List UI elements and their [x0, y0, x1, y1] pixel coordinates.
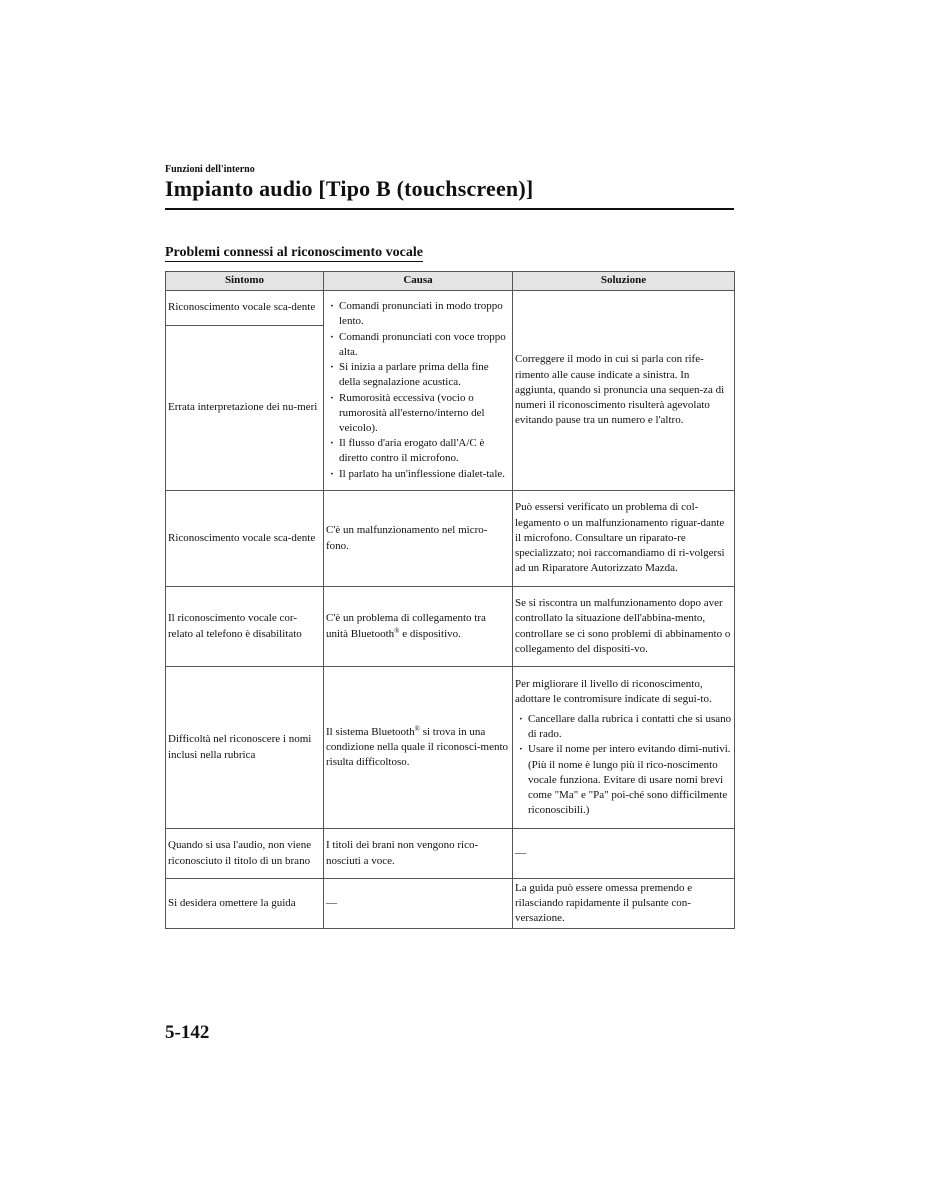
symptom-cell: Riconoscimento vocale sca-dente	[166, 291, 324, 326]
solution-cell: Può essersi verificato un problema di col-legamento o un malfunzionamento riguar-dante il microfono. Consultare un riparato-re specializzato; noi raccomandiamo di ri-volgersi ad un Riparatore Autorizzato Mazda.	[513, 491, 735, 587]
list-item: · Rumorosità eccessiva (vocio o rumorosità all'esterno/interno del veicolo).	[326, 391, 510, 437]
title-divider	[165, 208, 734, 210]
page-title: Impianto audio [Tipo B (touchscreen)]	[165, 176, 534, 201]
cause-text: C'è un problema di collegamento tra unità Bluetooth	[326, 612, 486, 640]
symptom-cell: Riconoscimento vocale sca-dente	[166, 491, 324, 587]
solution-cell	[513, 667, 735, 829]
cause-cell: C'è un malfunzionamento nel micro-fono.	[324, 491, 513, 587]
cause-list	[326, 299, 510, 481]
solution-list	[515, 712, 732, 818]
cause-cell: —	[324, 879, 513, 929]
symptom-cell: Errata interpretazione dei nu-meri	[166, 326, 324, 491]
cause-cell: I titoli dei brani non vengono rico-nosciuti a voce.	[324, 829, 513, 879]
solution-cell: —	[513, 829, 735, 879]
table-row	[166, 829, 735, 879]
symptom-cell: Difficoltà nel riconoscere i nomi inclusi nella rubrica	[166, 667, 324, 829]
table-header-row	[166, 272, 735, 291]
list-item: · Usare il nome per intero evitando dimi-nutivi. (Più il nome è lungo più il rico-noscimento vocale funziona. Evitare di usare nomi brevi come "Ma" e "Pa" poi-ché sono difficilmente riconoscibili.)	[515, 742, 732, 818]
symptom-cell: Quando si usa l'audio, non viene riconosciuto il titolo di un brano	[166, 829, 324, 879]
table-heading: Problemi connessi al riconoscimento vocale	[165, 245, 423, 260]
list-item: · Cancellare dalla rubrica i contatti che si usano di rado.	[515, 712, 732, 742]
list-item: · Si inizia a parlare prima della fine della segnalazione acustica.	[326, 360, 510, 390]
list-item: · Il parlato ha un'inflessione dialet-tale.	[326, 467, 510, 482]
list-item: · Il flusso d'aria erogato dall'A/C è diretto contro il microfono.	[326, 436, 510, 466]
section-label: Funzioni dell'interno	[165, 164, 255, 175]
table-row	[166, 667, 735, 829]
table-row	[166, 491, 735, 587]
list-item: · Comandi pronunciati in modo troppo lento.	[326, 299, 510, 329]
cause-text-end: e dispositivo.	[399, 627, 461, 640]
cause-cell	[324, 291, 513, 491]
list-item: · Comandi pronunciati con voce troppo alta.	[326, 330, 510, 360]
troubleshooting-table	[165, 271, 735, 929]
table-row	[166, 879, 735, 929]
solution-intro: Per migliorare il livello di riconoscimento, adottare le contromisure indicate di segui-to.	[515, 677, 712, 705]
solution-cell: La guida può essere omessa premendo e rilasciando rapidamente il pulsante con-versazione.	[513, 879, 735, 929]
page-number: 5-142	[165, 1022, 210, 1043]
column-header-soluzione: Soluzione	[513, 272, 735, 291]
cause-text: Il sistema Bluetooth	[326, 725, 415, 738]
column-header-causa: Causa	[324, 272, 513, 291]
symptom-cell: Si desidera omettere la guida	[166, 879, 324, 929]
symptom-cell: Il riconoscimento vocale cor-relato al telefono è disabilitato	[166, 587, 324, 667]
column-header-sintomo: Sintomo	[166, 272, 324, 291]
table-row	[166, 587, 735, 667]
cause-cell	[324, 587, 513, 667]
cause-text-end: si trova in una condizione nella quale il riconosci-mento risulta difficoltoso.	[326, 725, 509, 769]
cause-cell	[324, 667, 513, 829]
registered-mark: ®	[414, 724, 420, 733]
solution-cell: Correggere il modo in cui si parla con rife-rimento alle cause indicate a sinistra. In aggiunta, quando si pronuncia una sequen-za di numeri il riconoscimento risulterà agevolato evitando pause tra un numero e l'altro.	[513, 291, 735, 491]
table-row	[166, 291, 735, 326]
registered-mark: ®	[394, 626, 400, 635]
solution-cell: Se si riscontra un malfunzionamento dopo aver controllato la situazione dell'abbina-mento, controllare se ci sono problemi di abbinamento o collegamento del dispositi-vo.	[513, 587, 735, 667]
